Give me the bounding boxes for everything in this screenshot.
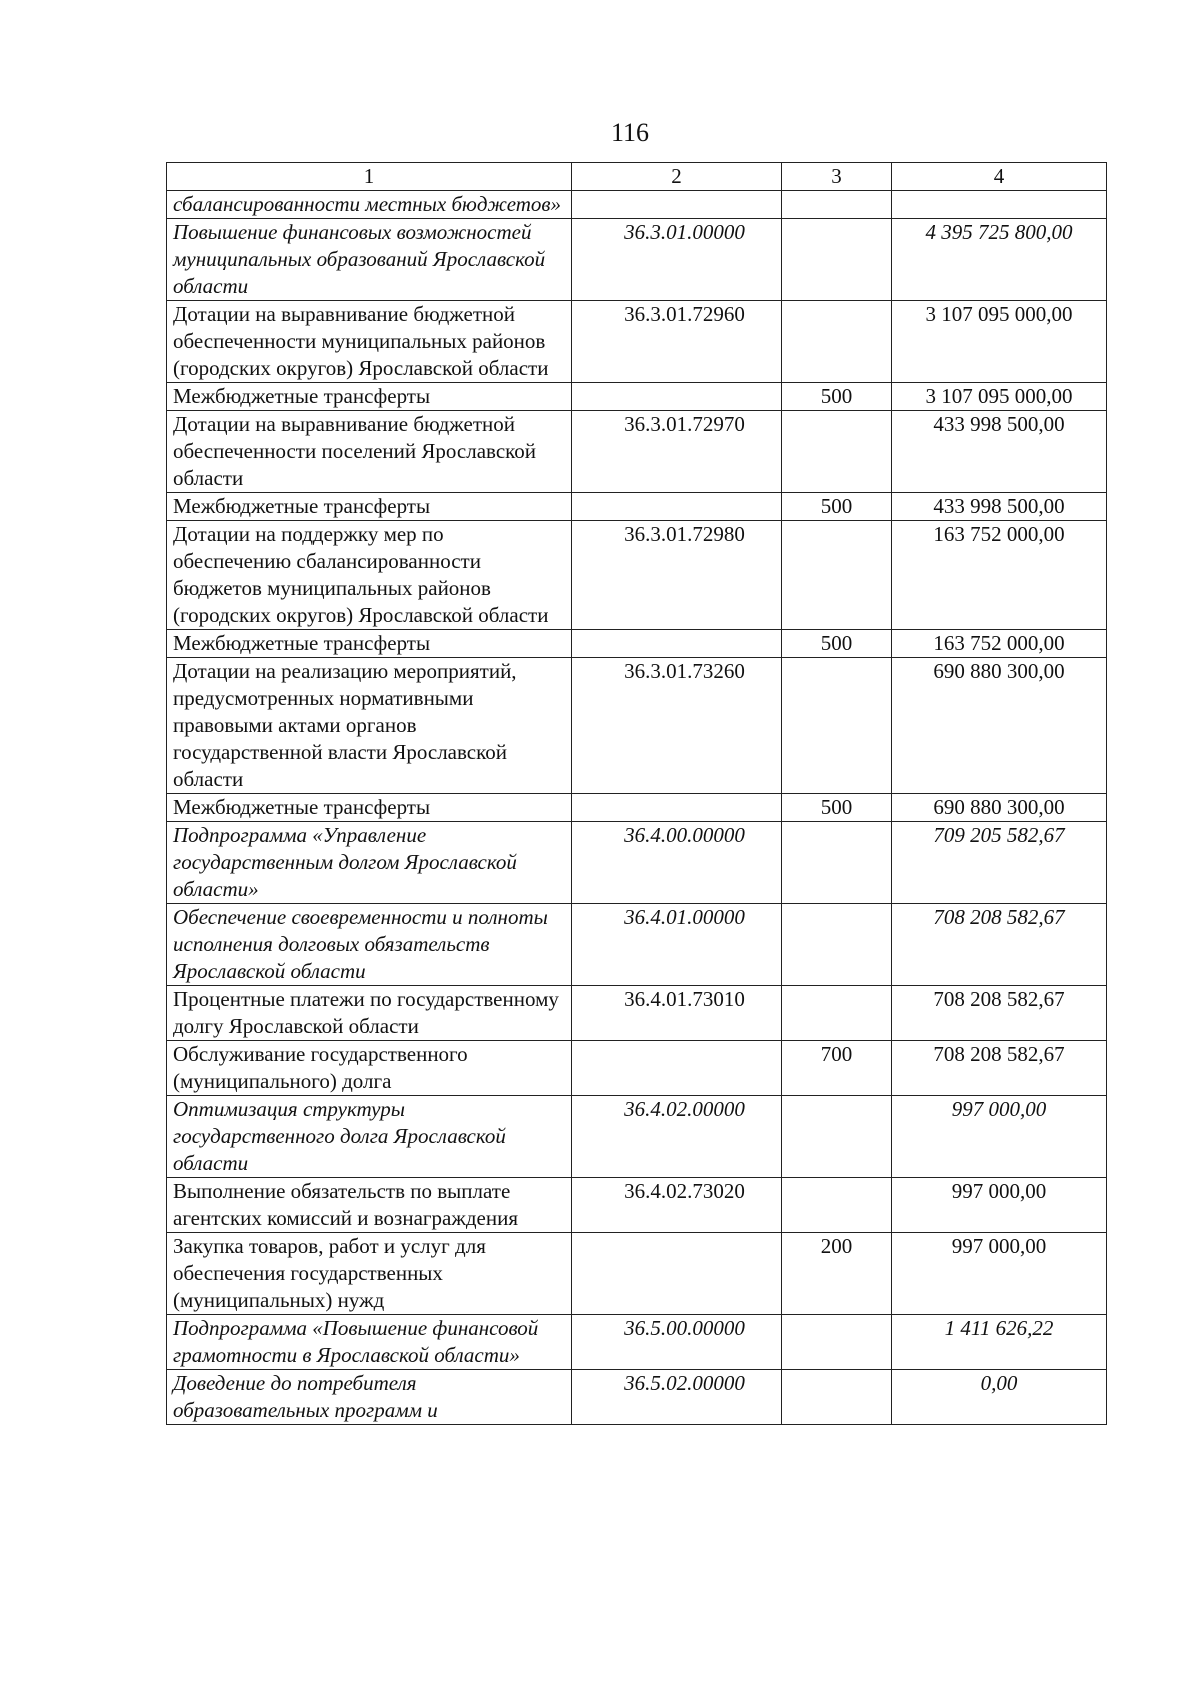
row-amount-cell: 163 752 000,00 — [892, 630, 1107, 658]
row-amount-cell: 708 208 582,67 — [892, 904, 1107, 986]
row-amount-cell: 4 395 725 800,00 — [892, 219, 1107, 301]
row-expense-type-cell — [782, 1096, 892, 1178]
row-name-cell: Дотации на выравнивание бюджетной обеспеченности муниципальных районов (городских округов) Ярославской области — [167, 301, 572, 383]
row-code-cell — [572, 493, 782, 521]
row-name-cell: сбалансированности местных бюджетов» — [167, 191, 572, 219]
row-amount-cell — [892, 191, 1107, 219]
row-expense-type-cell — [782, 1370, 892, 1425]
table-row — [167, 1041, 1107, 1096]
row-code-cell: 36.4.00.00000 — [572, 822, 782, 904]
budget-table — [166, 162, 1107, 1425]
row-amount-cell: 690 880 300,00 — [892, 658, 1107, 794]
row-name-cell: Дотации на выравнивание бюджетной обеспеченности поселений Ярославской области — [167, 411, 572, 493]
row-name-cell: Выполнение обязательств по выплате агентских комиссий и вознаграждения — [167, 1178, 572, 1233]
row-name-cell: Подпрограмма «Повышение финансовой грамотности в Ярославской области» — [167, 1315, 572, 1370]
table-row — [167, 1315, 1107, 1370]
table-row — [167, 658, 1107, 794]
row-expense-type-cell — [782, 521, 892, 630]
row-code-cell — [572, 383, 782, 411]
table-row — [167, 219, 1107, 301]
row-code-cell: 36.3.01.73260 — [572, 658, 782, 794]
row-code-cell: 36.5.02.00000 — [572, 1370, 782, 1425]
row-expense-type-cell: 200 — [782, 1233, 892, 1315]
row-code-cell: 36.3.01.00000 — [572, 219, 782, 301]
column-header-4: 4 — [892, 163, 1107, 191]
row-name-cell: Оптимизация структуры государственного долга Ярославской области — [167, 1096, 572, 1178]
row-expense-type-cell: 500 — [782, 383, 892, 411]
row-code-cell — [572, 191, 782, 219]
row-name-cell: Межбюджетные трансферты — [167, 493, 572, 521]
row-amount-cell: 997 000,00 — [892, 1233, 1107, 1315]
row-code-cell: 36.5.00.00000 — [572, 1315, 782, 1370]
row-expense-type-cell: 500 — [782, 493, 892, 521]
row-amount-cell: 997 000,00 — [892, 1178, 1107, 1233]
table-row — [167, 986, 1107, 1041]
row-name-cell: Межбюджетные трансферты — [167, 383, 572, 411]
row-expense-type-cell — [782, 1178, 892, 1233]
row-amount-cell: 997 000,00 — [892, 1096, 1107, 1178]
column-header-2: 2 — [572, 163, 782, 191]
row-expense-type-cell: 500 — [782, 630, 892, 658]
row-code-cell — [572, 1041, 782, 1096]
row-expense-type-cell — [782, 191, 892, 219]
row-code-cell — [572, 1233, 782, 1315]
row-amount-cell: 709 205 582,67 — [892, 822, 1107, 904]
table-row — [167, 1178, 1107, 1233]
row-name-cell: Межбюджетные трансферты — [167, 794, 572, 822]
table-row — [167, 794, 1107, 822]
row-expense-type-cell — [782, 658, 892, 794]
table-row — [167, 1096, 1107, 1178]
row-name-cell: Дотации на реализацию мероприятий, предусмотренных нормативными правовыми актами органов государственной власти Ярославской области — [167, 658, 572, 794]
table-row — [167, 904, 1107, 986]
row-code-cell: 36.3.01.72970 — [572, 411, 782, 493]
row-code-cell: 36.3.01.72960 — [572, 301, 782, 383]
table-row — [167, 191, 1107, 219]
table-row — [167, 301, 1107, 383]
row-code-cell — [572, 630, 782, 658]
row-name-cell: Дотации на поддержку мер по обеспечению сбалансированности бюджетов муниципальных районов (городских округов) Ярославской области — [167, 521, 572, 630]
table-body — [167, 191, 1107, 1425]
row-amount-cell: 708 208 582,67 — [892, 1041, 1107, 1096]
row-expense-type-cell — [782, 822, 892, 904]
row-amount-cell: 690 880 300,00 — [892, 794, 1107, 822]
table-row — [167, 411, 1107, 493]
row-expense-type-cell — [782, 986, 892, 1041]
row-expense-type-cell — [782, 1315, 892, 1370]
row-amount-cell: 3 107 095 000,00 — [892, 301, 1107, 383]
table-row — [167, 822, 1107, 904]
table-row — [167, 1370, 1107, 1425]
row-name-cell: Обслуживание государственного (муниципального) долга — [167, 1041, 572, 1096]
row-code-cell: 36.4.01.00000 — [572, 904, 782, 986]
row-code-cell: 36.4.02.73020 — [572, 1178, 782, 1233]
table-row — [167, 521, 1107, 630]
row-expense-type-cell — [782, 904, 892, 986]
row-code-cell: 36.4.02.00000 — [572, 1096, 782, 1178]
row-amount-cell: 0,00 — [892, 1370, 1107, 1425]
table-row — [167, 383, 1107, 411]
row-expense-type-cell — [782, 301, 892, 383]
row-name-cell: Межбюджетные трансферты — [167, 630, 572, 658]
table-row — [167, 493, 1107, 521]
row-name-cell: Закупка товаров, работ и услуг для обеспечения государственных (муниципальных) нужд — [167, 1233, 572, 1315]
row-expense-type-cell — [782, 411, 892, 493]
row-amount-cell: 708 208 582,67 — [892, 986, 1107, 1041]
table-row — [167, 1233, 1107, 1315]
row-amount-cell: 433 998 500,00 — [892, 411, 1107, 493]
row-code-cell: 36.3.01.72980 — [572, 521, 782, 630]
row-code-cell: 36.4.01.73010 — [572, 986, 782, 1041]
row-code-cell — [572, 794, 782, 822]
row-amount-cell: 163 752 000,00 — [892, 521, 1107, 630]
row-amount-cell: 433 998 500,00 — [892, 493, 1107, 521]
table-header-row — [167, 163, 1107, 191]
page-number: 116 — [610, 118, 650, 147]
row-expense-type-cell — [782, 219, 892, 301]
row-name-cell: Обеспечение своевременности и полноты исполнения долговых обязательств Ярославской области — [167, 904, 572, 986]
row-name-cell: Доведение до потребителя образовательных программ и — [167, 1370, 572, 1425]
row-expense-type-cell: 700 — [782, 1041, 892, 1096]
column-header-1: 1 — [167, 163, 572, 191]
column-header-3: 3 — [782, 163, 892, 191]
row-amount-cell: 1 411 626,22 — [892, 1315, 1107, 1370]
row-name-cell: Процентные платежи по государственному долгу Ярославской области — [167, 986, 572, 1041]
row-name-cell: Повышение финансовых возможностей муниципальных образований Ярославской области — [167, 219, 572, 301]
row-name-cell: Подпрограмма «Управление государственным долгом Ярославской области» — [167, 822, 572, 904]
row-amount-cell: 3 107 095 000,00 — [892, 383, 1107, 411]
table-row — [167, 630, 1107, 658]
row-expense-type-cell: 500 — [782, 794, 892, 822]
